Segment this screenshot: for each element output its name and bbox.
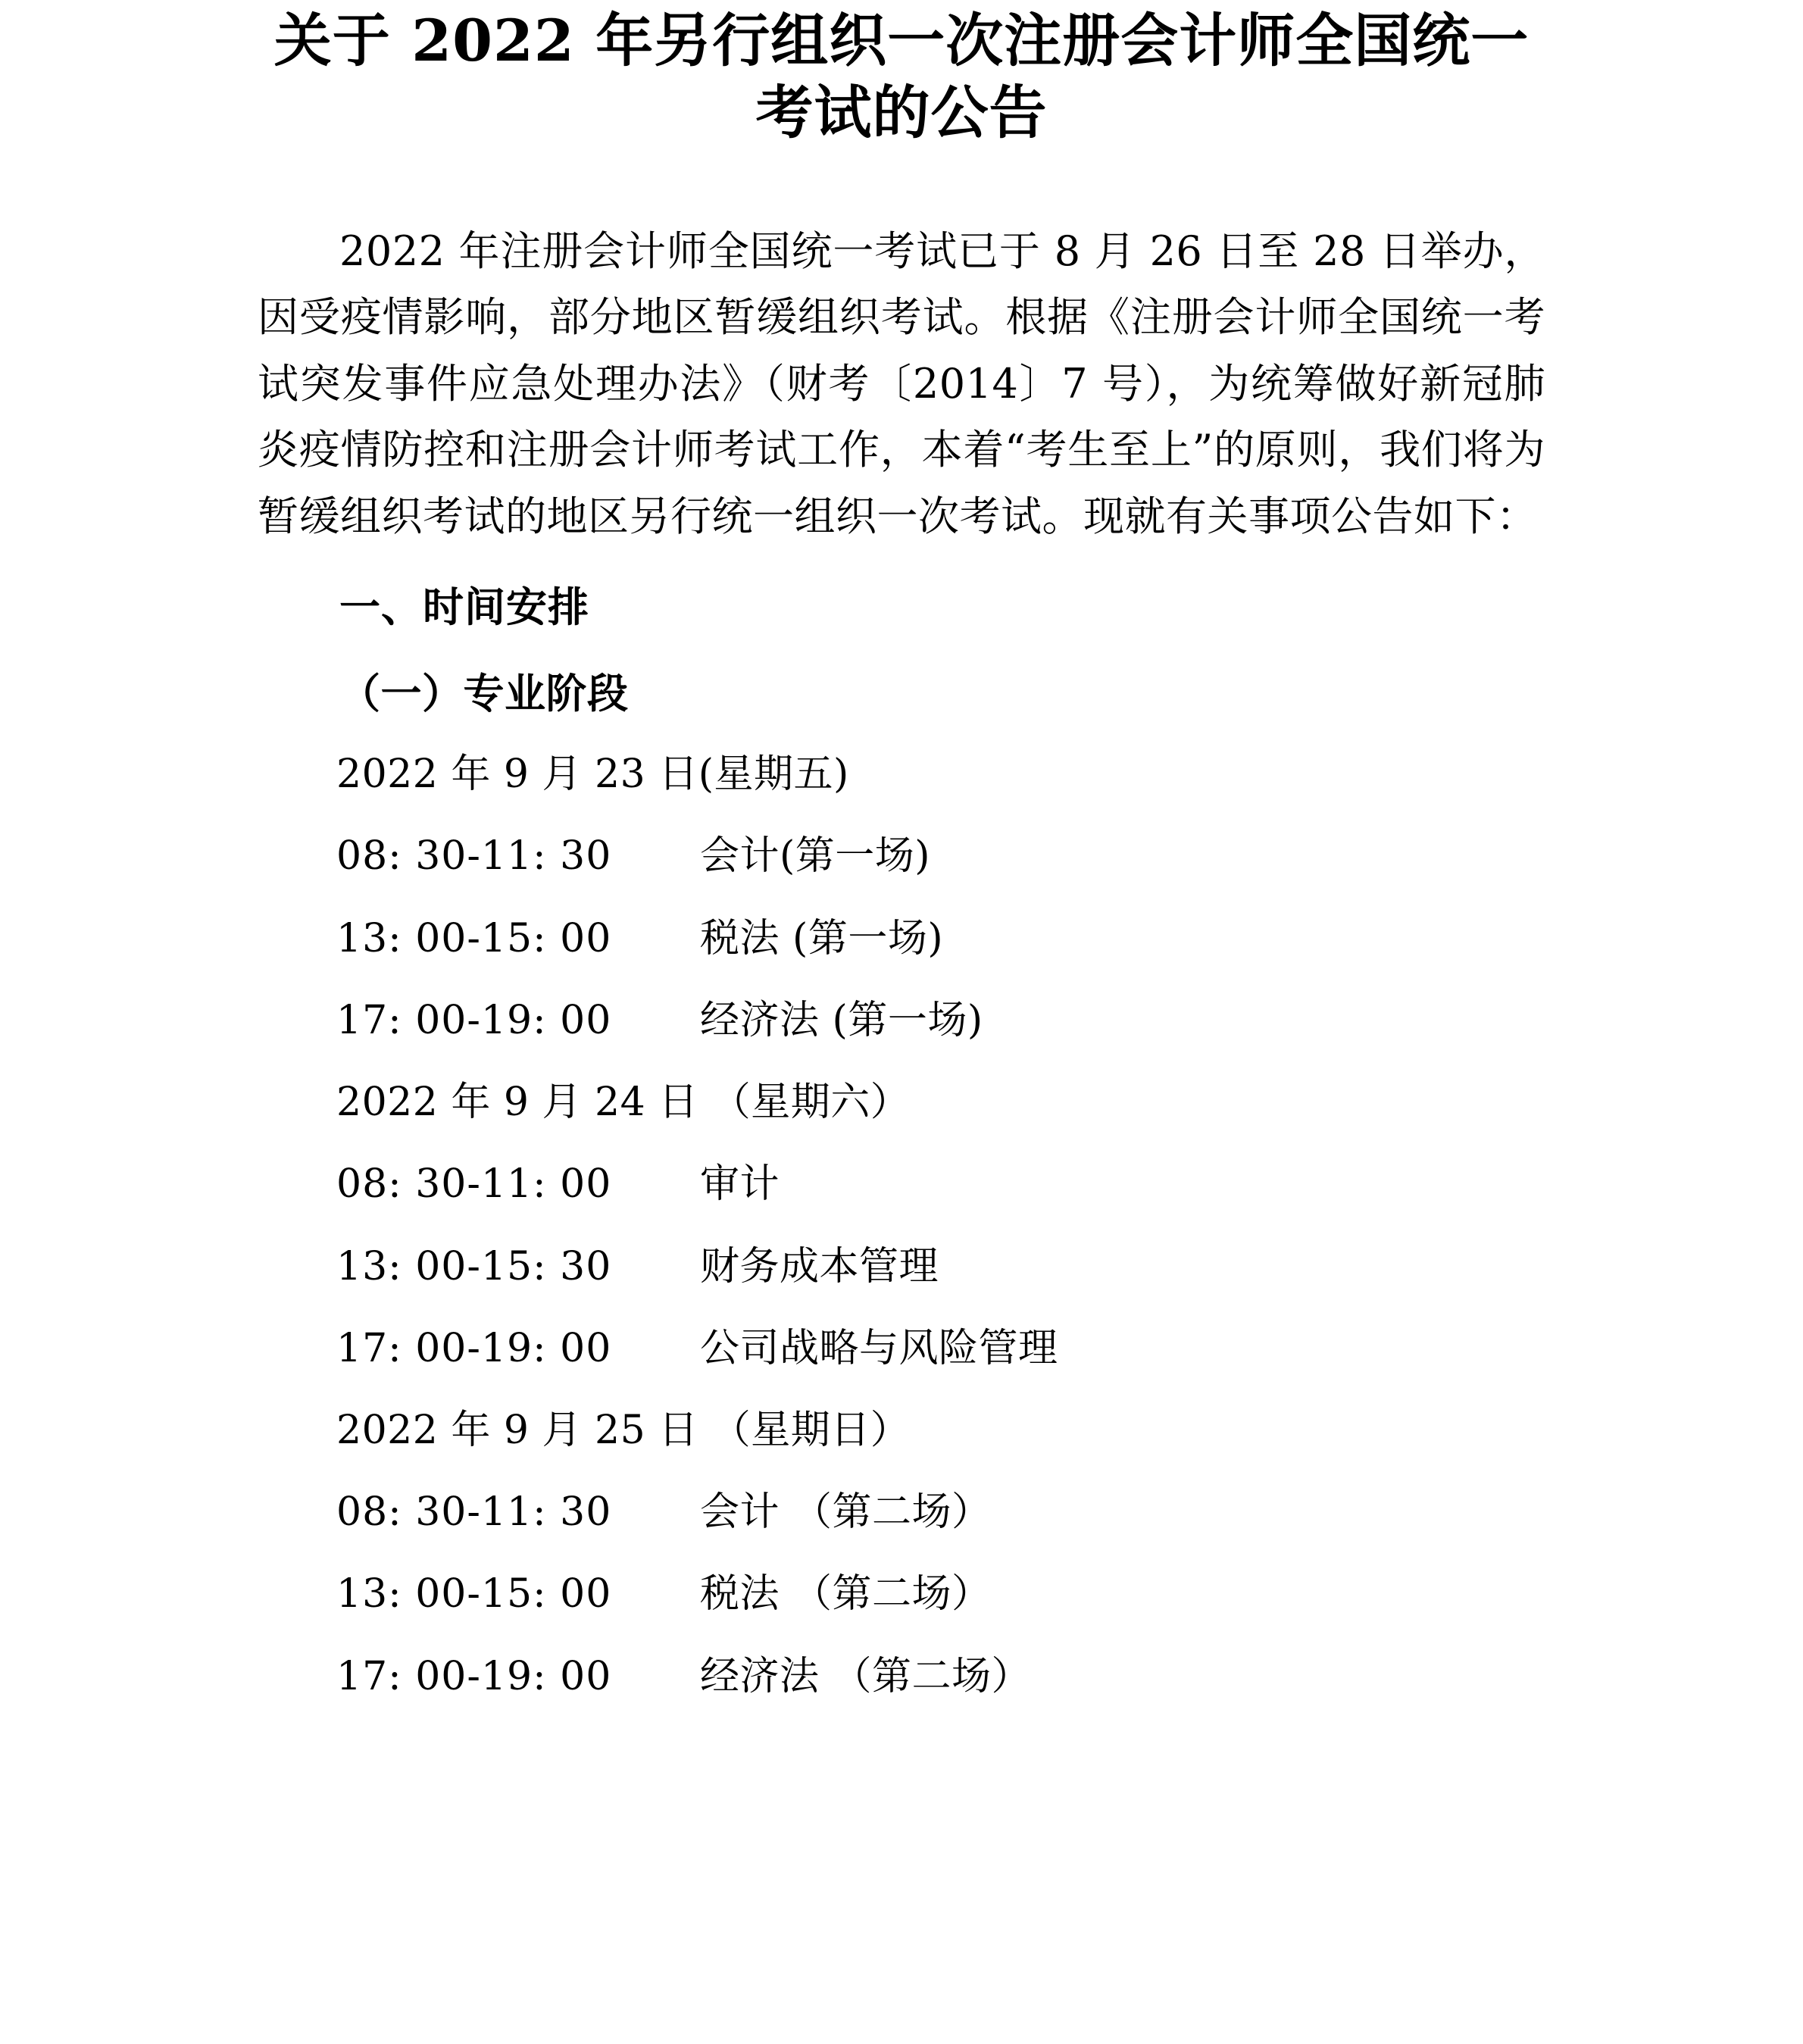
session-time: 13: 00-15: 00	[336, 1571, 612, 1617]
session-subject: 经济法 (第一场)	[700, 997, 983, 1043]
session-time: 13: 00-15: 30	[336, 1243, 612, 1289]
section-heading-time-arrangement: 一、时间安排	[339, 583, 589, 632]
session-subject: 审计	[700, 1161, 780, 1208]
session-time: 17: 00-19: 00	[336, 1653, 612, 1699]
session-time: 08: 30-11: 30	[336, 1489, 612, 1536]
session-time: 13: 00-15: 00	[336, 915, 612, 961]
exam-session-row	[258, 1235, 1545, 1299]
session-subject: 税法 （第二场）	[700, 1571, 992, 1617]
session-subject: 公司战略与风险管理	[700, 1325, 1058, 1371]
exam-date: 2022 年 9 月 25 日 （星期日）	[336, 1408, 911, 1453]
exam-session-row	[258, 1645, 1545, 1708]
exam-session-row	[258, 1562, 1545, 1626]
subsection-heading-professional-stage: （一）专业阶段	[339, 668, 629, 717]
session-time: 17: 00-19: 00	[336, 1325, 612, 1371]
intro-paragraph: 2022 年注册会计师全国统一考试已于 8 月 26 日至 28 日举办，因受疫情影响，部分地区暂缓组织考试。根据《注册会计师全国统一考试突发事件应急处理办法》（财考〔2014〕7 号），为统筹做好新冠肺炎疫情防控和注册会计师考试工作，本着“考生至上”的原则，我们将为暂缓组织考试的地区另行统一组织一次考试。现就有关事项公告如下：	[258, 227, 1545, 540]
exam-session-row	[258, 1317, 1545, 1380]
session-subject: 税法 (第一场)	[700, 915, 944, 961]
page-title: 关于 2022 年另行组织一次注册会计师全国统一考试的公告	[273, 7, 1530, 146]
exam-session-row	[258, 989, 1545, 1052]
exam-session-row	[258, 824, 1545, 888]
session-subject: 财务成本管理	[700, 1243, 939, 1289]
exam-date: 2022 年 9 月 23 日(星期五)	[336, 752, 849, 798]
session-time: 08: 30-11: 00	[336, 1161, 612, 1208]
exam-date: 2022 年 9 月 24 日 （星期六）	[336, 1080, 911, 1126]
session-time: 08: 30-11: 30	[336, 833, 612, 880]
session-subject: 会计(第一场)	[700, 833, 931, 880]
session-subject: 会计 （第二场）	[700, 1489, 992, 1536]
session-time: 17: 00-19: 00	[336, 997, 612, 1043]
exam-session-row	[258, 1152, 1545, 1216]
exam-session-row	[258, 907, 1545, 970]
exam-session-row	[258, 1480, 1545, 1544]
session-subject: 经济法 （第二场）	[700, 1653, 1032, 1699]
